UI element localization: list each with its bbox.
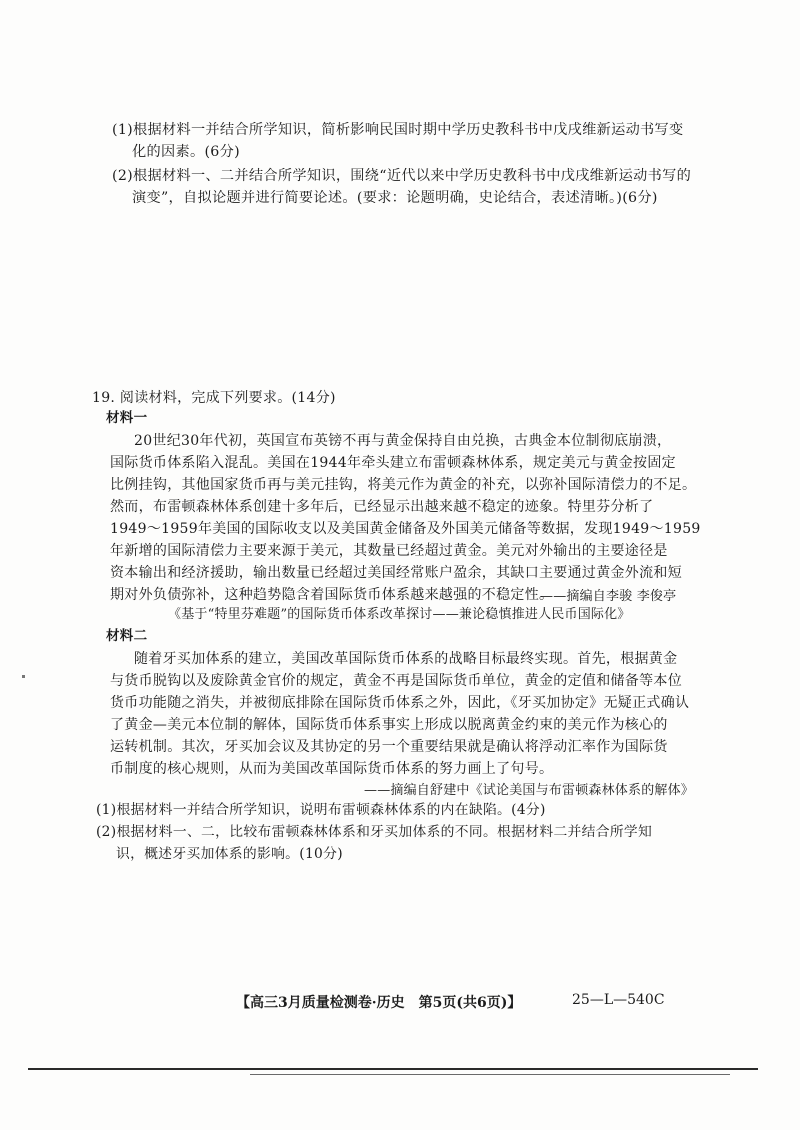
material1-line: 1949～1959年美国的国际收支以及美国黄金储备及外国美元储备等数据，发现1949～1959 <box>110 521 701 537</box>
page-footer-title: 【高三3月质量检测卷·历史 第5页(共6页)】 <box>236 995 522 1011</box>
material2-line: 币制度的核心规则，从而为美国改革国际货币体系的努力画上了句号。 <box>110 761 554 777</box>
material2-line: 与货币脱钩以及废除黄金官价的规定，黄金不再是国际货币单位，黄金的定值和储备等本位 <box>110 673 682 689</box>
material2-source: ——摘编自舒建中《试论美国与布雷顿森林体系的解体》 <box>364 783 695 798</box>
material1-source-title: 《基于“特里芬难题”的国际货币体系改革探讨——兼论稳慎推进人民币国际化》 <box>168 607 631 622</box>
material1-line: 年新增的国际清偿力主要来源于美元，其数量已经超过黄金。美元对外输出的主要途径是 <box>110 543 668 559</box>
material1-line: 20世纪30年代初，英国宣布英镑不再与黄金保持自由兑换，古典金本位制彻底崩溃， <box>134 433 672 449</box>
material1-line: 期对外负债弥补，这种趋势隐含着国际货币体系越来越强的不稳定性。 <box>110 587 554 603</box>
material2-line: 运转机制。其次，牙买加会议及其协定的另一个重要结果就是确认将浮动汇率作为国际货 <box>110 739 668 755</box>
q18-part1-line1: (1)根据材料一并结合所学知识，简析影响民国时期中学历史教科书中戊戌维新运动书写变 <box>112 122 684 138</box>
q18-part2-line2: 演变”，自拟论题并进行简要论述。(要求：论题明确，史论结合，表述清晰。)(6分) <box>132 190 658 206</box>
material1-label: 材料一 <box>106 410 148 426</box>
material1-line: 然而，布雷顿森林体系创建十多年后，已经显示出越来越不稳定的迹象。特里芬分析了 <box>110 499 654 515</box>
bottom-rule-shadow <box>250 1074 730 1075</box>
q18-part2-line1: (2)根据材料一、二并结合所学知识，围绕“近代以来中学历史教科书中戊戌维新运动书写的 <box>112 168 692 184</box>
q19-subquestion-2-line1: (2)根据材料一、二，比较布雷顿森林体系和牙买加体系的不同。根据材料二并结合所学知 <box>96 824 653 840</box>
q19-subquestion-1: (1)根据材料一并结合所学知识，说明布雷顿森林体系的内在缺陷。(4分) <box>96 802 546 818</box>
material1-source-author: ——摘编自李骏 李俊亭 <box>540 589 677 604</box>
material1-line: 国际货币体系陷入混乱。美国在1944年牵头建立布雷顿森林体系，规定美元与黄金按固定 <box>110 455 676 471</box>
material2-line: 了黄金—美元本位制的解体，国际货币体系事实上形成以脱离黄金约束的美元作为核心的 <box>110 717 668 733</box>
q19-heading: 19. 阅读材料，完成下列要求。(14分) <box>92 390 336 406</box>
material2-label: 材料二 <box>106 628 148 644</box>
material2-line: 货币功能随之消失，并被彻底排除在国际货币体系之外，因此，《牙买加协定》无疑正式确认 <box>110 695 690 711</box>
bottom-rule <box>28 1068 758 1070</box>
material1-line: 资本输出和经济援助，输出数量已经超过美国经常账户盈余，其缺口主要通过黄金外流和短 <box>110 565 682 581</box>
exam-code: 25—L—540C <box>572 992 665 1008</box>
q19-subquestion-2-line2: 识，概述牙买加体系的影响。(10分) <box>116 846 343 862</box>
scan-mark <box>22 675 25 678</box>
material1-line: 比例挂钩，其他国家货币再与美元挂钩，将美元作为黄金的补充，以弥补国际清偿力的不足。 <box>110 477 697 493</box>
q18-part1-line2: 化的因素。(6分) <box>132 144 240 160</box>
material2-line: 随着牙买加体系的建立，美国改革国际货币体系的战略目标最终实现。首先，根据黄金 <box>134 651 678 667</box>
